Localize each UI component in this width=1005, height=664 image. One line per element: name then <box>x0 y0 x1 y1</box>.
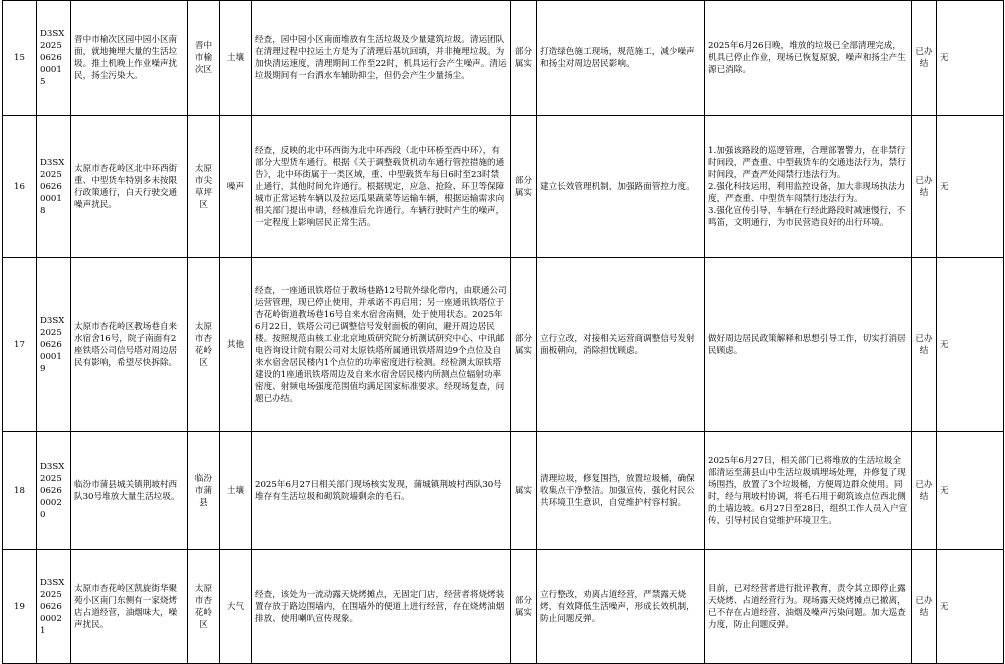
cell-status-text: 已办结 <box>915 479 933 502</box>
cell-verdict-text: 部分属实 <box>514 175 533 198</box>
cell-type-text: 噪声 <box>226 181 245 192</box>
row-district <box>188 550 220 664</box>
cell-code-text: D3SX2025062600018 <box>40 157 65 216</box>
row-investigation <box>252 258 511 432</box>
row-accountability <box>937 550 1004 664</box>
row-district <box>188 1 220 116</box>
cell-measures-text: 立行立改，对接相关运营商调整信号发射面板朝向，消除担忧顾虑。 <box>540 333 695 356</box>
cell-code-text: D3SX2025062600020 <box>40 461 65 520</box>
row-seq <box>3 432 37 550</box>
row-progress <box>705 1 912 116</box>
row-seq <box>3 1 37 116</box>
row-code <box>37 258 71 432</box>
cell-measures-text: 清理垃圾，修复围挡，放置垃圾桶，确保收集点干净整洁。加强宣传，强化村民公共环境卫生意识，自觉维护村容村貌。 <box>540 473 695 508</box>
cell-type-text: 土壤 <box>226 53 245 63</box>
cell-accountability-text: 无 <box>940 485 949 496</box>
cell-verdict-text: 属实 <box>514 485 533 496</box>
table-row <box>3 258 1004 432</box>
row-type <box>220 432 252 550</box>
cell-investigation-text: 经查，该处为一流动露天烧烤摊点，无固定门店，经营者将烧烤装置存放于路边围墙内，在围墙外的便道上进行经营，存在烧烤油烟排放、使用喇叭宣传现象。 <box>255 589 505 624</box>
cell-accountability-text: 无 <box>940 339 949 350</box>
cell-seq-text: 16 <box>14 181 25 192</box>
cell-verdict-text: 部分属实 <box>514 333 533 356</box>
row-issue <box>71 432 188 550</box>
table-row <box>3 116 1004 258</box>
cell-seq-text: 15 <box>14 53 25 63</box>
cell-seq-text: 18 <box>14 485 25 496</box>
cell-issue-text: 临汾市蒲县城关镇荆坡村西队30号堆放大量生活垃圾。 <box>74 479 180 502</box>
cell-seq-text: 19 <box>14 601 25 612</box>
row-status <box>912 432 937 550</box>
row-progress <box>705 258 912 432</box>
row-seq <box>3 550 37 664</box>
row-issue <box>71 258 188 432</box>
row-issue <box>71 116 188 258</box>
row-accountability <box>937 116 1004 258</box>
cell-accountability-text: 无 <box>940 53 949 63</box>
cell-progress-text: 1.加强该路段的巡逻管理，合理部署警力，在非禁行时间段，严查重、中型载货车的交通违法行为，禁行时间段，严查严处闯禁行违法行为。 2.强化科技运用，利用监控设备，加大非现场执法力度，严查重、中型货车闯禁行违法行为。 3.强化宣传引导，车辆在行经此路段时减速慢行，不鸣笛，文明通行，为市民营造良好的出行环境。 <box>708 145 906 228</box>
row-verdict <box>511 1 537 116</box>
cell-district-text: 太原市尖草坪区 <box>194 163 213 210</box>
cell-issue-text: 太原市杏花岭区北中环西街重、中型货车特别多未按限行政策通行，白天行驶交通噪声扰民。 <box>74 163 178 210</box>
cell-measures-text: 打造绿色施工现场，规范施工，减少噪声和扬尘对周边居民影响。 <box>540 47 695 69</box>
cell-district-text: 太原市杏花岭区 <box>194 583 213 630</box>
row-progress <box>705 116 912 258</box>
cell-progress-text: 2025年6月26日晚，堆放的垃圾已全部清理完成，机具已停止作业，现场已恢复原貌，噪声和扬尘产生源已消除。 <box>708 41 906 75</box>
row-measures <box>537 258 705 432</box>
cell-investigation-text: 经查，一座通讯铁塔位于教场巷路12号院外绿化带内，由联通公司运营管理，现已停止使用，并承诺不再启用；另一座通讯铁塔位于杏花岭街道教场巷16号自来水宿舍南侧，处于使用状态。2025年6月22日，铁塔公司已调整信号发射面板的朝向，避开周边居民楼。按照规范由核工业北京地质研究院分析测试研究中心、中讯邮电咨询设计院有限公司对太原铁塔所属通讯铁塔周边9个点位及自来水宿舍居民楼内1个点位的功率密度进行检测。经检测太原铁塔建设的1座通讯铁塔周边及自来水宿舍居民楼内所测点位辐射功率密度、射频电场强度范围值均满足国家标准要求。经现场复查，问题已办结。 <box>255 285 507 404</box>
row-code <box>37 1 71 116</box>
cell-measures-text: 立行整改，劝离占道经营，严禁露天烧烤，有效降低生活噪声，形成长效机制，防止问题反弹。 <box>540 589 695 624</box>
cell-district-text: 太原市杏花岭区 <box>194 321 213 368</box>
complaint-table <box>2 0 1004 664</box>
row-investigation <box>252 432 511 550</box>
row-measures <box>537 116 705 258</box>
cell-issue-text: 太原市杏花岭区教场巷自来水宿舍16号，院子南面有2座铁塔公司信号塔对周边居民有影响，希望尽快拆除。 <box>74 321 178 368</box>
row-district <box>188 116 220 258</box>
row-code <box>37 432 71 550</box>
cell-status-text: 已办结 <box>915 595 933 618</box>
row-seq <box>3 116 37 258</box>
row-measures <box>537 550 705 664</box>
table-row <box>3 1 1004 116</box>
cell-issue-text: 太原市杏花岭区凯旋街华聚苑小区南门东侧有一家烧烤店占道经营，油烟味大，噪声扰民。 <box>74 583 178 630</box>
table-row <box>3 432 1004 550</box>
row-verdict <box>511 550 537 664</box>
row-status <box>912 116 937 258</box>
cell-accountability-text: 无 <box>940 181 949 192</box>
row-investigation <box>252 116 511 258</box>
row-issue <box>71 1 188 116</box>
cell-issue-text: 晋中市榆次区园中园小区南面，就地掩埋大量的生活垃圾。推土机晚上作业噪声扰民，扬尘污染大。 <box>74 35 178 81</box>
row-status <box>912 550 937 664</box>
cell-type-text: 大气 <box>226 601 245 612</box>
row-verdict <box>511 116 537 258</box>
cell-district-text: 晋中市榆次区 <box>194 41 213 75</box>
cell-code-text: D3SX2025062600015 <box>40 29 65 87</box>
cell-type-text: 其他 <box>226 339 245 350</box>
cell-code-text: D3SX2025062600019 <box>40 315 65 374</box>
row-progress <box>705 432 912 550</box>
row-status <box>912 258 937 432</box>
cell-code-text: D3SX2025062600021 <box>40 577 65 636</box>
cell-investigation-text: 经查，园中园小区南面堆放有生活垃圾及少量建筑垃圾。清运团队在清理过程中拉运土方是为了清理后基坑回填，并非掩埋垃圾。为加快清运速度，清理期间工作至22时，机具运行会产生噪声。清运垃圾期间有一台洒水车辅助抑尘，但仍会产生少量扬尘。 <box>255 35 507 81</box>
row-progress <box>705 550 912 664</box>
row-type <box>220 258 252 432</box>
row-measures <box>537 1 705 116</box>
cell-measures-text: 建立长效管理机制，加强路面管控力度。 <box>540 181 695 192</box>
row-issue <box>71 550 188 664</box>
row-type <box>220 1 252 116</box>
cell-verdict-text: 部分属实 <box>514 47 533 69</box>
table-body <box>3 1 1004 664</box>
row-type <box>220 550 252 664</box>
cell-progress-text: 目前，已对经营者进行批评教育，责令其立即停止露天烧烤、占道经营行为。现场露天烧烤摊点已撤离，已不存在占道经营、油烟及噪声污染问题。加大巡查力度，防止问题反弹。 <box>708 583 906 630</box>
row-verdict <box>511 258 537 432</box>
row-code <box>37 550 71 664</box>
cell-type-text: 土壤 <box>226 485 245 496</box>
row-status <box>912 1 937 116</box>
cell-status-text: 已办结 <box>915 175 933 198</box>
row-accountability <box>937 1 1004 116</box>
row-accountability <box>937 432 1004 550</box>
cell-investigation-text: 经查，反映的北中环西街为北中环西段（北中环桥至西中环），有部分大型货车通行。根据《关于调整载货机动车通行管控措施的通告》，北中环街属于一类区域，重、中型载货车每日6时至23时禁止通行，其他时间允许通行。根据规定，应急、抢险、环卫等保障城市正常运转车辆以及拉运瓜果蔬菜等运输车辆，根据运输需求向相关部门提出申请，经核准后允许通行。车辆行驶时产生的噪声，一定程度上影响居民正常生活。 <box>255 145 505 228</box>
row-district <box>188 432 220 550</box>
cell-status-text: 已办结 <box>915 47 933 69</box>
cell-district-text: 临汾市蒲县 <box>194 473 213 508</box>
cell-progress-text: 2025年6月27日，相关部门已将堆放的生活垃圾全部清运至蒲县山中生活垃圾填埋场处理，并修复了现场围挡，放置了3个垃圾桶，方便周边群众使用。同时，经与荆坡村协调，将毛石用于砌筑该点位西北侧的土墙边坡。6月27日至28日，组织工作人员入户宣传，引导村民自觉维护环境卫生。 <box>708 455 908 526</box>
cell-investigation-text: 2025年6月27日相关部门现场核实发现，蒲城镇荆坡村西队30号堆存有生活垃圾和砌筑院墙剩余的毛石。 <box>255 479 502 502</box>
row-investigation <box>252 1 511 116</box>
row-measures <box>537 432 705 550</box>
row-type <box>220 116 252 258</box>
row-code <box>37 116 71 258</box>
cell-status-text: 已办结 <box>915 333 933 356</box>
row-investigation <box>252 550 511 664</box>
cell-progress-text: 做好周边居民政策解释和思想引导工作，切实打消居民顾虑。 <box>708 333 906 356</box>
cell-seq-text: 17 <box>14 339 25 350</box>
cell-verdict-text: 部分属实 <box>514 595 533 618</box>
row-district <box>188 258 220 432</box>
row-accountability <box>937 258 1004 432</box>
row-seq <box>3 258 37 432</box>
cell-accountability-text: 无 <box>940 601 949 612</box>
table-row <box>3 550 1004 664</box>
row-verdict <box>511 432 537 550</box>
